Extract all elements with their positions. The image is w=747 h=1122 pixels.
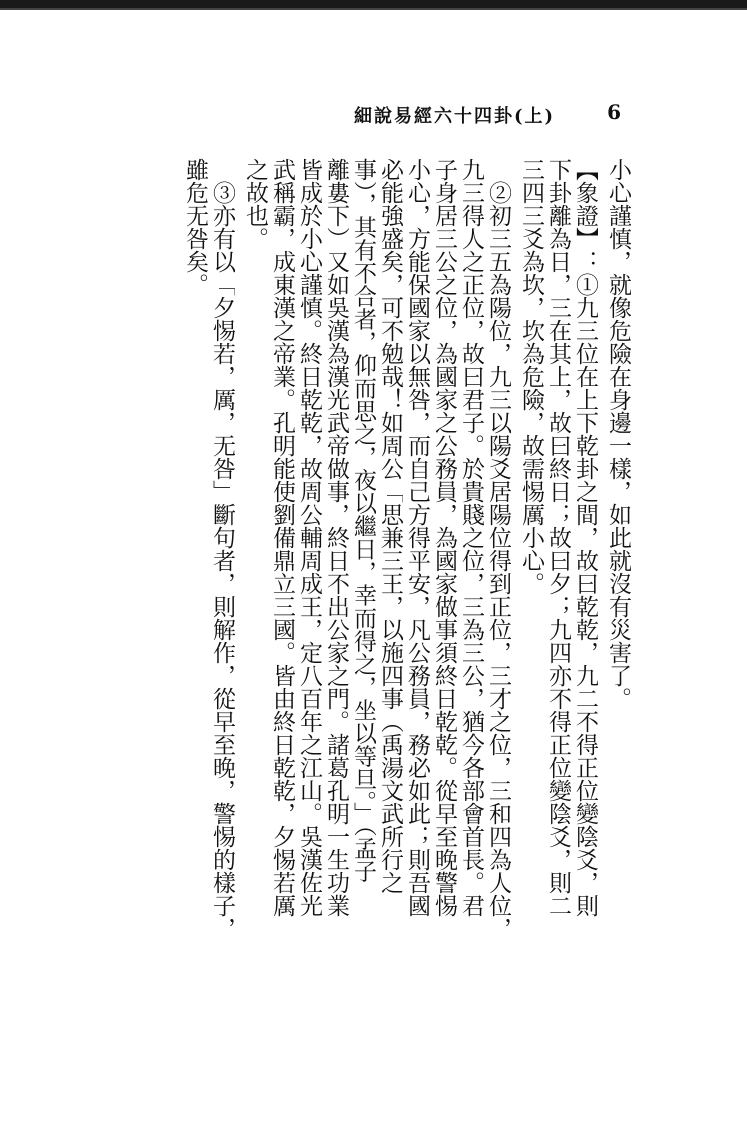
text-column: ②初三五為陽位，九三以陽爻居陽位得到正位，三才之位，三和四為人位， [485, 158, 511, 940]
text-column: 離婁下）又如吳漢為漢光武帝做事，終日不出公家之門。諸葛孔明一生功業 [323, 158, 349, 917]
running-header-title: 細說易經六十四卦(上) [353, 106, 555, 127]
vertical-text-body [91, 158, 631, 1038]
text-column: 必能強盛矣，可不勉哉！如周公「思兼三王，以施四事（禹湯文武所行之 [377, 158, 403, 894]
text-column: ③亦有以「夕惕若，厲，无咎」斷句者，則解作，從早至晚，警惕的樣子， [209, 158, 235, 940]
text-column: 【象證】：①九三位在上下乾卦之間，故曰乾乾，九二不得正位變陰爻，則 [572, 158, 598, 917]
page-number: 6 [607, 100, 621, 124]
text-column: 子身居三公之位，為國家之公務員，為國家做事須終日乾乾。從早至晚警惕 [431, 158, 457, 917]
text-column: 雖危无咎矣。 [182, 158, 208, 296]
text-column: 三四三爻為坎，坎為危險，故需惕厲小心。 [518, 158, 544, 595]
text-column: 小心謹慎，就像危險在身邊一樣，如此就沒有災害了。 [605, 158, 631, 710]
top-border-rule [0, 0, 747, 14]
text-column: 小心，方能保國家以無咎，而自己方得平安，凡公務員，務必如此；則吾國 [404, 158, 430, 917]
text-column: 武稱霸，成東漢之帝業。孔明能使劉備鼎立三國。皆由終日乾乾，夕惕若厲 [269, 158, 295, 917]
text-column: 事），其有不合者，仰而思之，夜以繼日，幸而得之，坐以等旦。」（孟子 [350, 158, 376, 883]
text-column: 九三得人之正位，故曰君子。於貴賤之位，三為三公，猶今各部會首長。君 [458, 158, 484, 917]
text-column: 之故也。 [242, 158, 268, 250]
text-column: 下卦離為日，三在其上，故曰終日；故曰夕；九四亦不得正位變陰爻，則二 [545, 158, 571, 917]
text-column: 皆成於小心謹慎。終日乾乾，故周公輔周成王，定八百年之江山。吳漢佐光 [296, 158, 322, 917]
